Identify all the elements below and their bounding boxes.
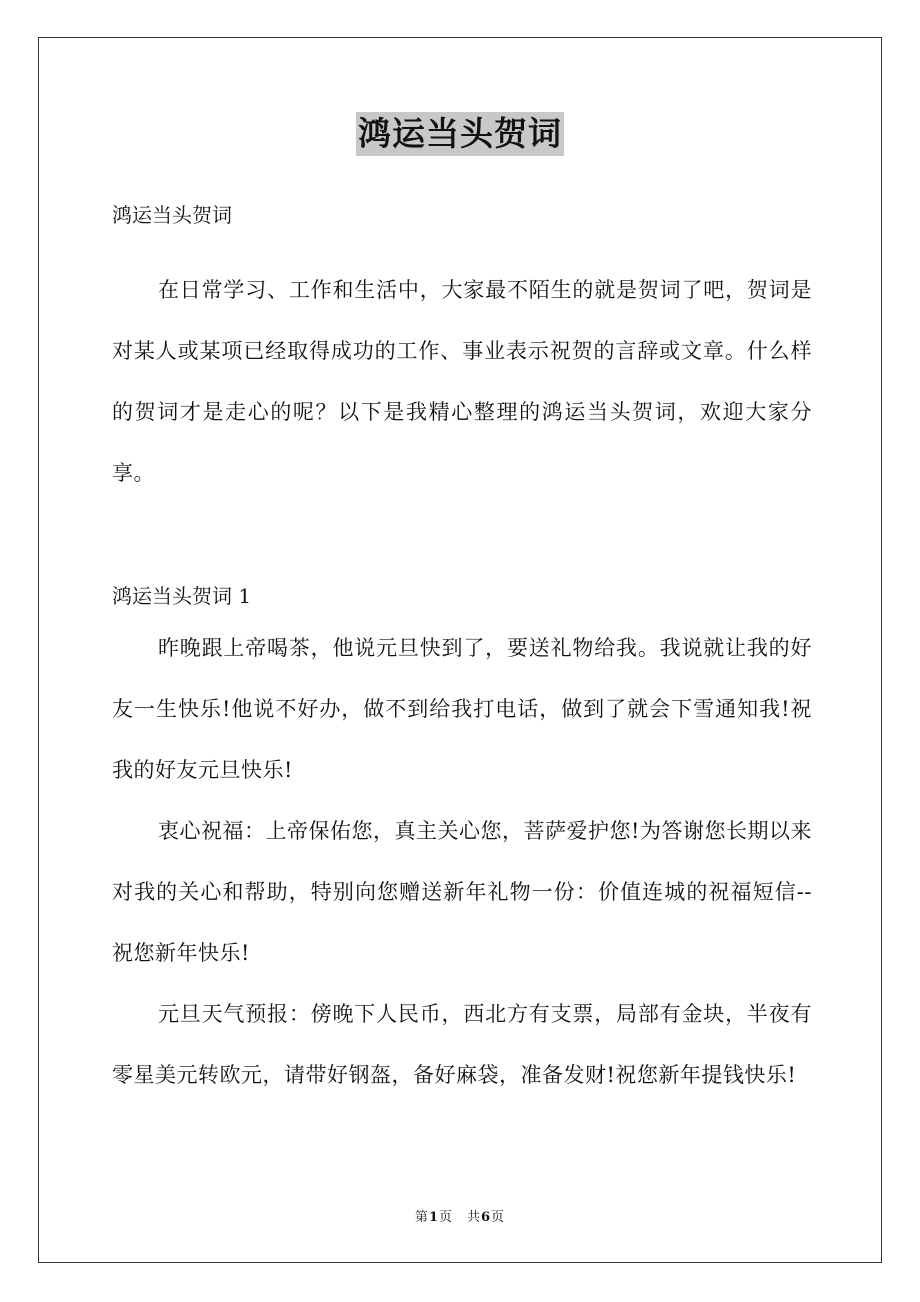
footer-suffix: 页 [491,1210,506,1225]
document-title: 鸿运当头贺词 [356,112,564,156]
subtitle: 鸿运当头贺词 [112,203,232,227]
title-container [0,112,920,156]
section-heading: 鸿运当头贺词 1 [112,584,252,608]
footer-current-page: 1 [428,1210,439,1225]
section-spacer [112,504,812,566]
paragraph: 衷心祝福：上帝保佑您，真主关心您，菩萨爱护您!为答谢您长期以来对我的关心和帮助，特别向您赠送新年礼物一份：价值连城的祝福短信--祝您新年快乐! [112,819,812,965]
intro-paragraph: 在日常学习、工作和生活中，大家最不陌生的就是贺词了吧，贺词是对某人或某项已经取得成功的工作、事业表示祝贺的言辞或文章。什么样的贺词才是走心的呢？以下是我精心整理的鸿运当头贺词，欢迎大家分享。 [112,278,812,485]
paragraph: 元旦天气预报：傍晚下人民币，西北方有支票，局部有金块，半夜有零星美元转欧元，请带好钢盔，备好麻袋，准备发财!祝您新年提钱快乐! [112,1002,812,1087]
footer-prefix: 第 [414,1210,429,1225]
footer-mid: 页 共 [438,1210,481,1225]
document-body [112,190,812,1106]
paragraph: 昨晚跟上帝喝茶，他说元旦快到了，要送礼物给我。我说就让我的好友一生快乐!他说不好办，做不到给我打电话，做到了就会下雪通知我!祝我的好友元旦快乐! [112,636,812,782]
footer-total-pages: 6 [481,1210,492,1225]
page-footer [0,1206,920,1225]
